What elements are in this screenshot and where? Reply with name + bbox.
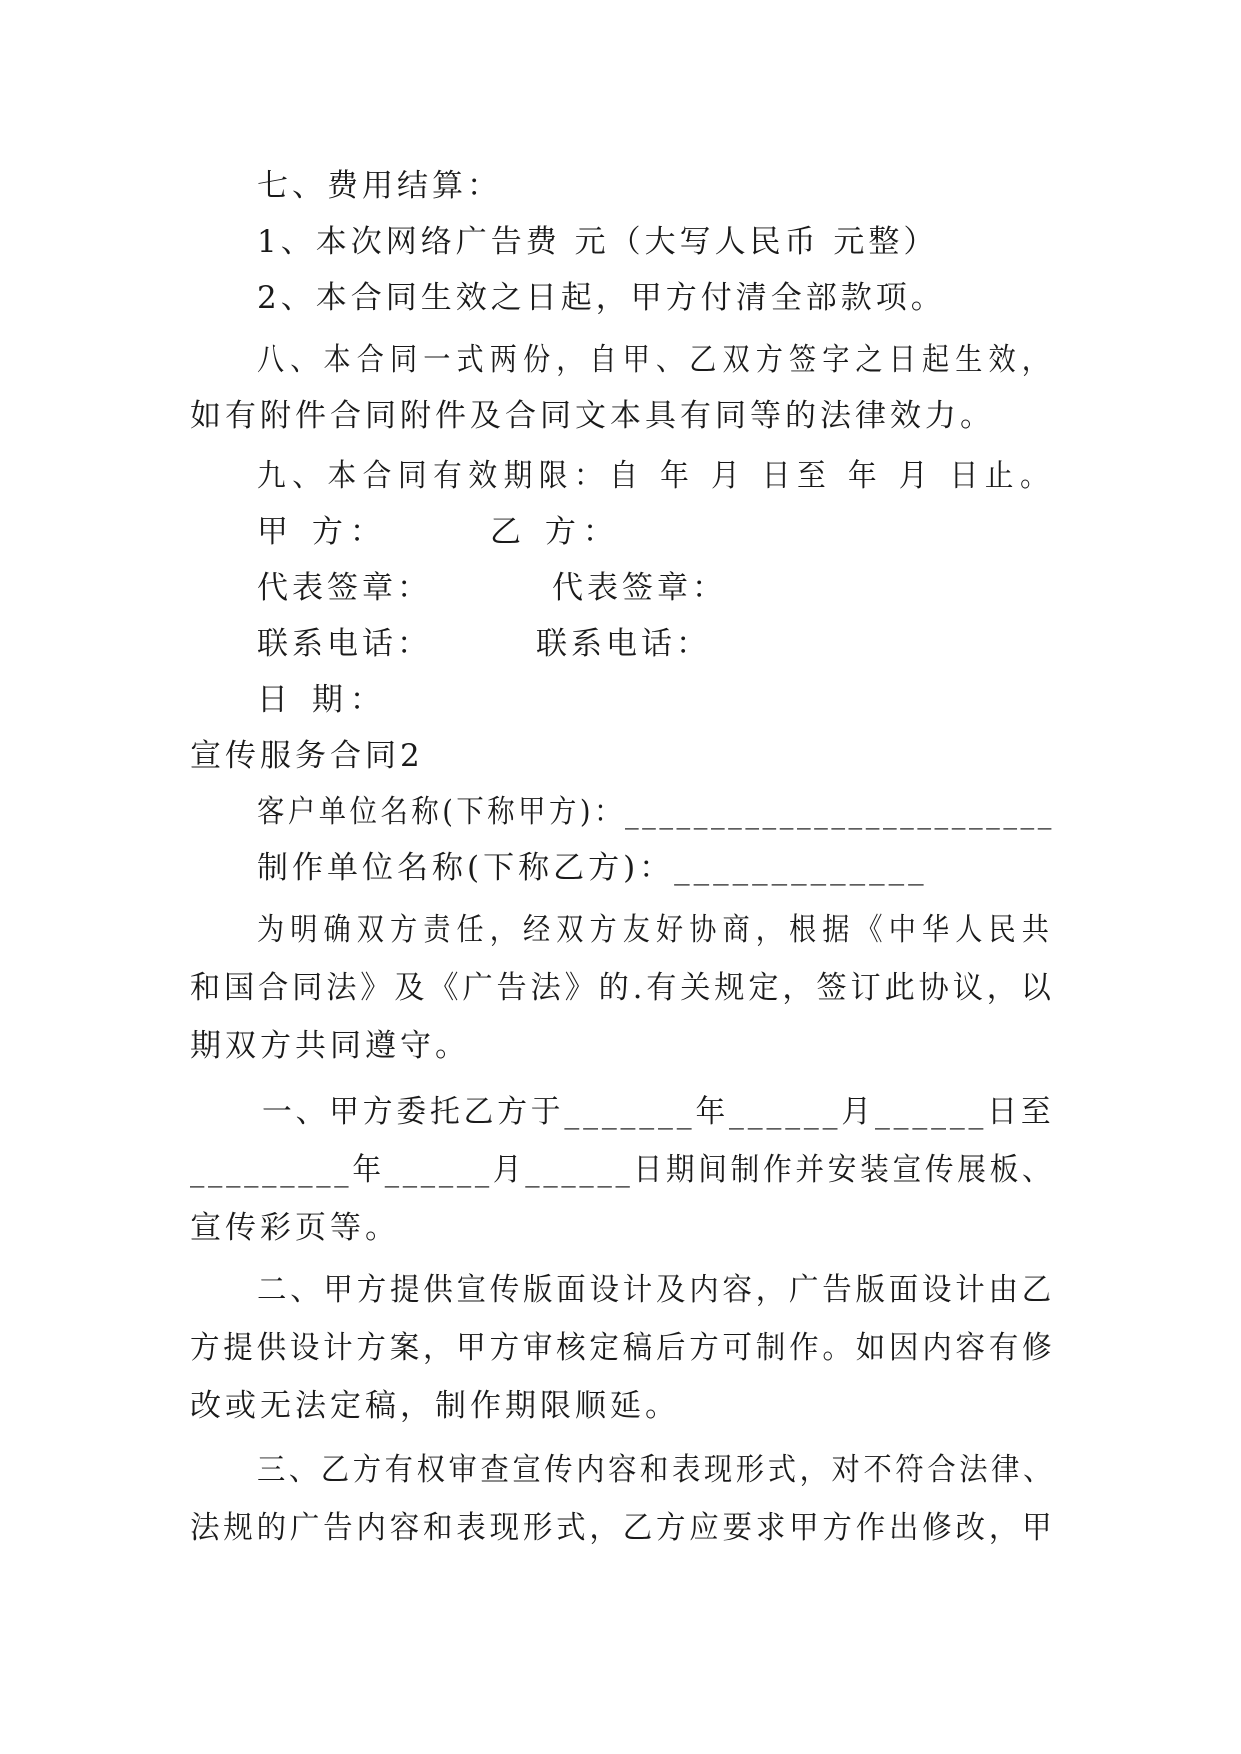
intro-line1: 为明确双方责任，经双方友好协商，根据《中华人民共 [257,912,1055,948]
intro-line3: 期双方共同遵守。 [190,1028,470,1064]
clause-one-line2: _________年______月______日期间制作并安装宣传展板、 [190,1152,1055,1188]
clause-three-line2: 法规的广告内容和表现形式，乙方应要求甲方作出修改，甲 [190,1510,1056,1546]
party-b-label: 乙 方： [490,514,621,550]
section-eight-line1: 八、本合同一式两份，自甲、乙双方签字之日起生效， [257,342,1055,378]
phone-a-label: 联系电话： [257,626,432,662]
date-label: 日 期： [257,682,388,718]
client-name-line: 客户单位名称(下称甲方)：_________________________ [257,794,1055,830]
clause-one-line3: 宣传彩页等。 [190,1210,400,1246]
section-seven-heading: 七、费用结算： [257,168,502,204]
contract-title: 宣传服务合同2 [190,738,424,774]
clause-two-line2: 方提供设计方案，甲方审核定稿后方可制作。如因内容有修 [190,1330,1056,1366]
clause-two-line3: 改或无法定稿，制作期限顺延。 [190,1388,680,1424]
section-nine-validity: 九、本合同有效期限：自 年 月 日至 年 月 日止。 [257,458,1056,494]
producer-name-line: 制作单位名称(下称乙方)：_____________ [257,850,928,886]
rep-signature-a: 代表签章： [257,570,432,606]
clause-three-line1: 三、乙方有权审查宣传内容和表现形式，对不符合法律、 [257,1452,1055,1488]
clause-one-line1: 一、甲方委托乙方于_______年______月______日至 [262,1094,1055,1130]
fee-amount-line: 1、本次网络广告费 元（大写人民币 元整） [257,224,939,260]
payment-term-line: 2、本合同生效之日起，甲方付清全部款项。 [257,280,946,316]
phone-b-label: 联系电话： [536,626,711,662]
party-a-label: 甲 方： [257,514,388,550]
section-eight-line2: 如有附件合同附件及合同文本具有同等的法律效力。 [190,398,995,434]
intro-line2: 和国合同法》及《广告法》的.有关规定，签订此协议，以 [190,970,1055,1006]
clause-two-line1: 二、甲方提供宣传版面设计及内容，广告版面设计由乙 [257,1272,1055,1308]
rep-signature-b: 代表签章： [552,570,727,606]
